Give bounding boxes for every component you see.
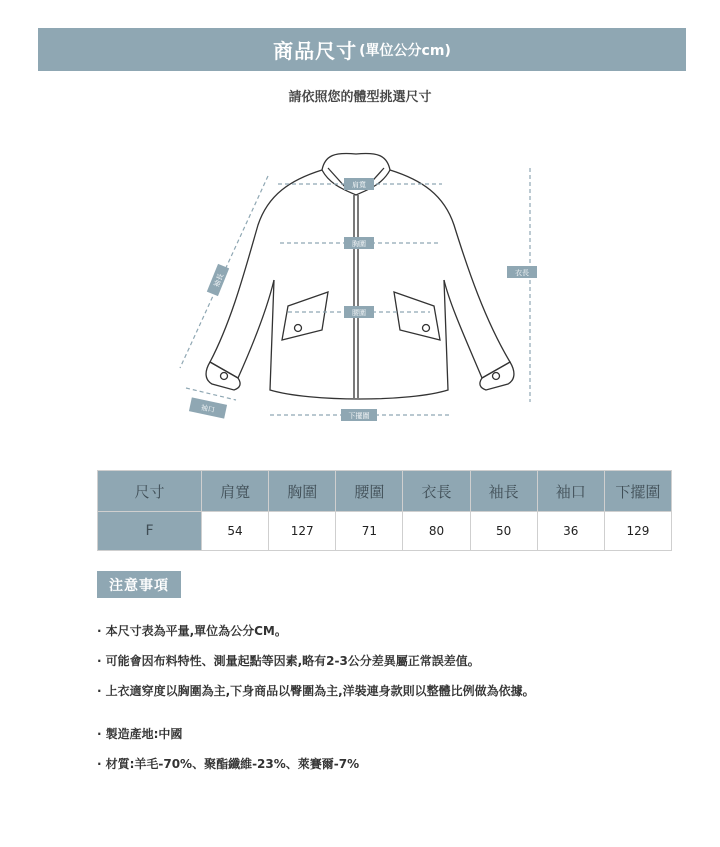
size-table-header-row bbox=[98, 471, 672, 512]
table-cell: 127 bbox=[269, 512, 336, 551]
origin-text: 製造產地:中國 bbox=[105, 727, 183, 741]
table-cell: 36 bbox=[537, 512, 604, 551]
table-cell: 71 bbox=[336, 512, 403, 551]
table-header-cell: 衣長 bbox=[403, 471, 470, 512]
note-item: · 可能會因布料特性、測量起點等因素,略有2-3公分差異屬正常誤差值。 bbox=[97, 654, 480, 668]
svg-text:胸圍: 胸圍 bbox=[352, 240, 366, 248]
table-cell: 80 bbox=[403, 512, 470, 551]
note-item: · 本尺寸表為平量,單位為公分CM。 bbox=[97, 624, 287, 638]
size-header-title: 商品尺寸 bbox=[273, 39, 358, 63]
label-hem bbox=[341, 409, 377, 421]
material-text: 材質:羊毛-70%、聚酯纖維-23%、萊賽爾-7% bbox=[105, 757, 360, 771]
label-length bbox=[507, 266, 537, 278]
material-line: · 材質:羊毛-70%、聚酯纖維-23%、萊賽爾-7% bbox=[97, 757, 360, 771]
note-item: · 上衣適穿度以胸圍為主,下身商品以臀圍為主,洋裝連身款則以整體比例做為依據。 bbox=[97, 684, 535, 698]
note-text: 可能會因布料特性、測量起點等因素,略有2-3公分差異屬正常誤差值。 bbox=[105, 654, 480, 668]
table-cell-size: F bbox=[98, 512, 202, 551]
table-header-cell: 袖長 bbox=[470, 471, 537, 512]
table-cell: 54 bbox=[202, 512, 269, 551]
measurement-lines bbox=[180, 168, 530, 415]
svg-text:腰圍: 腰圍 bbox=[352, 309, 366, 317]
table-header-cell: 胸圍 bbox=[269, 471, 336, 512]
label-sleeve bbox=[207, 264, 229, 296]
svg-text:肩寬: 肩寬 bbox=[352, 181, 366, 189]
label-waist bbox=[344, 306, 374, 318]
label-cuff bbox=[189, 397, 227, 418]
size-header-unit: (單位公分cm) bbox=[359, 42, 451, 59]
table-header-cell: 肩寬 bbox=[202, 471, 269, 512]
svg-text:袖口: 袖口 bbox=[200, 403, 216, 415]
table-header-cell: 尺寸 bbox=[98, 471, 202, 512]
size-subtitle: 請依照您的體型挑選尺寸 bbox=[288, 90, 432, 105]
size-header-bar bbox=[38, 28, 686, 71]
table-row bbox=[98, 512, 672, 551]
note-text: 上衣適穿度以胸圍為主,下身商品以臀圍為主,洋裝連身款則以整體比例做為依據。 bbox=[105, 684, 535, 698]
label-chest bbox=[344, 237, 374, 249]
notes-title: 注意事項 bbox=[97, 571, 181, 598]
table-cell: 50 bbox=[470, 512, 537, 551]
jacket-measurement-diagram bbox=[150, 140, 570, 440]
table-header-cell: 袖口 bbox=[537, 471, 604, 512]
label-shoulder bbox=[344, 178, 374, 190]
size-table bbox=[97, 470, 672, 551]
svg-text:下擺圍: 下擺圍 bbox=[348, 412, 370, 420]
note-text: 本尺寸表為平量,單位為公分CM。 bbox=[105, 624, 287, 638]
origin-line: · 製造產地:中國 bbox=[97, 727, 183, 741]
table-cell: 129 bbox=[604, 512, 671, 551]
table-header-cell: 腰圍 bbox=[336, 471, 403, 512]
svg-text:衣長: 衣長 bbox=[515, 269, 529, 277]
table-header-cell: 下擺圍 bbox=[604, 471, 671, 512]
jacket-illustration bbox=[206, 153, 514, 399]
svg-text:袖長: 袖長 bbox=[212, 272, 226, 289]
